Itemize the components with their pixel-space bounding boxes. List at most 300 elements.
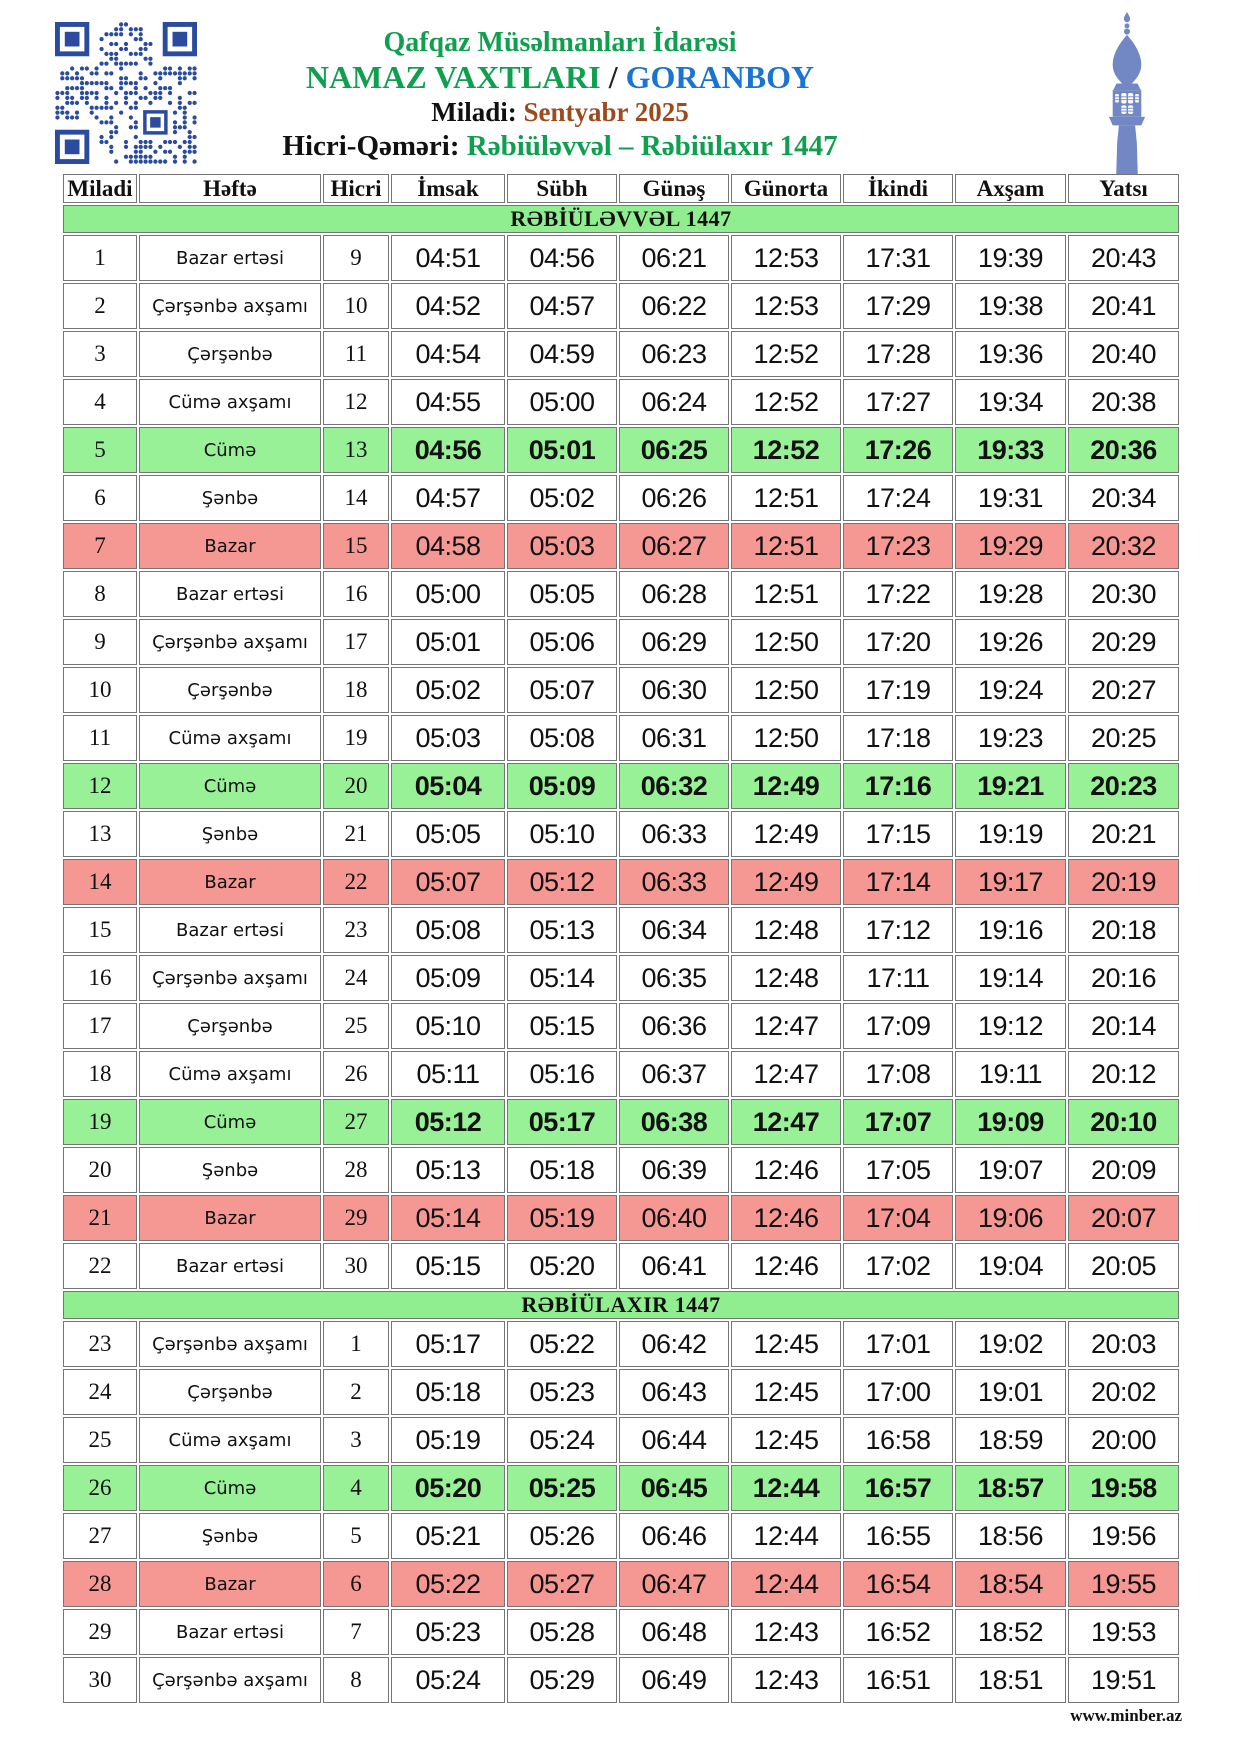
- hicri-date-line: [120, 129, 1000, 163]
- title-separator: /: [600, 59, 626, 96]
- prayer-time-cell: 12:44: [731, 1513, 841, 1559]
- hicri-day-cell: 23: [323, 907, 389, 953]
- column-header: Sübh: [507, 174, 617, 203]
- weekday-cell: Cümə axşamı: [139, 1051, 321, 1097]
- prayer-time-cell: 05:00: [507, 379, 617, 425]
- prayer-time-cell: 12:44: [731, 1561, 841, 1607]
- hicri-day-cell: 26: [323, 1051, 389, 1097]
- hicri-day-cell: 20: [323, 763, 389, 809]
- prayer-time-cell: 19:14: [955, 955, 1066, 1001]
- prayer-row: [63, 283, 1179, 329]
- column-header-row: [63, 174, 1179, 203]
- prayer-time-cell: 12:49: [731, 811, 841, 857]
- hicri-day-cell: 14: [323, 475, 389, 521]
- prayer-time-cell: 17:02: [843, 1243, 953, 1289]
- prayer-time-cell: 05:10: [507, 811, 617, 857]
- prayer-time-cell: 12:43: [731, 1657, 841, 1703]
- hicri-day-cell: 18: [323, 667, 389, 713]
- miladi-day-cell: 11: [63, 715, 137, 761]
- weekday-cell: Cümə: [139, 1465, 321, 1511]
- prayer-time-cell: 05:01: [507, 427, 617, 473]
- prayer-time-cell: 19:58: [1068, 1465, 1179, 1511]
- miladi-day-cell: 4: [63, 379, 137, 425]
- prayer-time-cell: 05:14: [507, 955, 617, 1001]
- miladi-day-cell: 29: [63, 1609, 137, 1655]
- miladi-day-cell: 21: [63, 1195, 137, 1241]
- prayer-time-cell: 05:19: [507, 1195, 617, 1241]
- weekday-cell: Bazar ertəsi: [139, 1609, 321, 1655]
- prayer-time-cell: 19:07: [955, 1147, 1066, 1193]
- prayer-time-cell: 20:30: [1068, 571, 1179, 617]
- prayer-time-cell: 05:00: [391, 571, 505, 617]
- prayer-time-cell: 06:40: [619, 1195, 729, 1241]
- column-header: Həftə: [139, 174, 321, 203]
- prayer-time-cell: 20:19: [1068, 859, 1179, 905]
- page-title-main: NAMAZ VAXTLARI: [305, 59, 601, 96]
- prayer-time-cell: 19:31: [955, 475, 1066, 521]
- prayer-time-cell: 17:24: [843, 475, 953, 521]
- prayer-time-cell: 12:53: [731, 283, 841, 329]
- prayer-time-cell: 06:33: [619, 859, 729, 905]
- prayer-time-cell: 17:29: [843, 283, 953, 329]
- hicri-day-cell: 8: [323, 1657, 389, 1703]
- prayer-row: [63, 331, 1179, 377]
- prayer-time-cell: 12:47: [731, 1051, 841, 1097]
- miladi-day-cell: 2: [63, 283, 137, 329]
- weekday-cell: Cümə axşamı: [139, 1417, 321, 1463]
- prayer-time-cell: 19:53: [1068, 1609, 1179, 1655]
- prayer-time-cell: 06:22: [619, 283, 729, 329]
- hicri-day-cell: 21: [323, 811, 389, 857]
- prayer-time-cell: 18:56: [955, 1513, 1066, 1559]
- prayer-time-cell: 17:14: [843, 859, 953, 905]
- prayer-time-cell: 06:27: [619, 523, 729, 569]
- weekday-cell: Cümə axşamı: [139, 715, 321, 761]
- prayer-time-cell: 12:51: [731, 475, 841, 521]
- miladi-day-cell: 18: [63, 1051, 137, 1097]
- prayer-time-cell: 19:02: [955, 1321, 1066, 1367]
- prayer-time-cell: 05:26: [507, 1513, 617, 1559]
- prayer-time-cell: 05:12: [507, 859, 617, 905]
- prayer-time-cell: 12:51: [731, 571, 841, 617]
- prayer-time-cell: 12:46: [731, 1147, 841, 1193]
- prayer-time-cell: 20:02: [1068, 1369, 1179, 1415]
- prayer-time-cell: 12:43: [731, 1609, 841, 1655]
- prayer-row: [63, 571, 1179, 617]
- hicri-day-cell: 1: [323, 1321, 389, 1367]
- prayer-time-cell: 06:23: [619, 331, 729, 377]
- hicri-day-cell: 6: [323, 1561, 389, 1607]
- miladi-day-cell: 25: [63, 1417, 137, 1463]
- prayer-time-cell: 06:34: [619, 907, 729, 953]
- prayer-row: [63, 955, 1179, 1001]
- prayer-time-cell: 17:22: [843, 571, 953, 617]
- prayer-row: [63, 1369, 1179, 1415]
- prayer-time-cell: 20:18: [1068, 907, 1179, 953]
- hicri-day-cell: 29: [323, 1195, 389, 1241]
- prayer-time-cell: 12:45: [731, 1369, 841, 1415]
- prayer-time-cell: 16:55: [843, 1513, 953, 1559]
- miladi-day-cell: 3: [63, 331, 137, 377]
- weekday-cell: Bazar ertəsi: [139, 1243, 321, 1289]
- prayer-time-cell: 19:11: [955, 1051, 1066, 1097]
- prayer-time-cell: 19:36: [955, 331, 1066, 377]
- website-link[interactable]: www.minber.az: [1070, 1706, 1182, 1725]
- prayer-time-cell: 20:25: [1068, 715, 1179, 761]
- prayer-time-cell: 06:37: [619, 1051, 729, 1097]
- prayer-time-cell: 20:40: [1068, 331, 1179, 377]
- prayer-time-cell: 12:50: [731, 715, 841, 761]
- prayer-time-cell: 19:01: [955, 1369, 1066, 1415]
- minaret-icon: [1094, 12, 1160, 174]
- prayer-time-cell: 17:23: [843, 523, 953, 569]
- weekday-cell: Cümə: [139, 427, 321, 473]
- hicri-day-cell: 5: [323, 1513, 389, 1559]
- weekday-cell: Çərşənbə axşamı: [139, 283, 321, 329]
- organization-title: Qafqaz Müsəlmanları İdarəsi: [383, 27, 737, 58]
- prayer-time-cell: 05:07: [391, 859, 505, 905]
- prayer-time-cell: 19:19: [955, 811, 1066, 857]
- prayer-time-cell: 12:46: [731, 1195, 841, 1241]
- weekday-cell: Cümə: [139, 763, 321, 809]
- prayer-time-cell: 06:47: [619, 1561, 729, 1607]
- prayer-time-cell: 19:16: [955, 907, 1066, 953]
- prayer-time-cell: 06:38: [619, 1099, 729, 1145]
- prayer-time-cell: 06:36: [619, 1003, 729, 1049]
- prayer-time-cell: 04:52: [391, 283, 505, 329]
- prayer-time-cell: 12:50: [731, 619, 841, 665]
- prayer-time-cell: 05:06: [507, 619, 617, 665]
- prayer-time-cell: 19:21: [955, 763, 1066, 809]
- prayer-time-cell: 19:38: [955, 283, 1066, 329]
- prayer-time-cell: 20:05: [1068, 1243, 1179, 1289]
- prayer-time-cell: 20:34: [1068, 475, 1179, 521]
- prayer-time-cell: 04:56: [391, 427, 505, 473]
- hicri-day-cell: 2: [323, 1369, 389, 1415]
- prayer-time-cell: 05:09: [507, 763, 617, 809]
- prayer-time-cell: 19:39: [955, 235, 1066, 281]
- prayer-time-cell: 18:57: [955, 1465, 1066, 1511]
- prayer-time-cell: 19:51: [1068, 1657, 1179, 1703]
- prayer-time-cell: 12:45: [731, 1417, 841, 1463]
- hicri-value: Rəbiüləvvəl – Rəbiülaxır 1447: [466, 129, 838, 162]
- prayer-row: [63, 1657, 1179, 1703]
- hicri-day-cell: 19: [323, 715, 389, 761]
- section-header-row: [63, 1291, 1179, 1319]
- prayer-time-cell: 05:08: [391, 907, 505, 953]
- weekday-cell: Çərşənbə axşamı: [139, 1657, 321, 1703]
- miladi-day-cell: 5: [63, 427, 137, 473]
- section-title: RƏBİÜLAXIR 1447: [63, 1291, 1179, 1319]
- prayer-time-cell: 04:58: [391, 523, 505, 569]
- prayer-time-cell: 06:31: [619, 715, 729, 761]
- prayer-time-cell: 19:17: [955, 859, 1066, 905]
- prayer-time-cell: 17:01: [843, 1321, 953, 1367]
- weekday-cell: Çərşənbə axşamı: [139, 619, 321, 665]
- weekday-cell: Bazar ertəsi: [139, 235, 321, 281]
- prayer-time-cell: 17:07: [843, 1099, 953, 1145]
- prayer-time-cell: 06:26: [619, 475, 729, 521]
- prayer-time-cell: 06:24: [619, 379, 729, 425]
- prayer-time-cell: 12:47: [731, 1003, 841, 1049]
- prayer-time-cell: 05:13: [507, 907, 617, 953]
- prayer-time-cell: 19:09: [955, 1099, 1066, 1145]
- miladi-day-cell: 1: [63, 235, 137, 281]
- weekday-cell: Bazar ertəsi: [139, 907, 321, 953]
- prayer-time-cell: 17:27: [843, 379, 953, 425]
- prayer-time-cell: 05:11: [391, 1051, 505, 1097]
- prayer-time-cell: 05:14: [391, 1195, 505, 1241]
- prayer-time-cell: 06:45: [619, 1465, 729, 1511]
- prayer-time-cell: 04:55: [391, 379, 505, 425]
- prayer-time-cell: 12:48: [731, 907, 841, 953]
- prayer-time-cell: 17:12: [843, 907, 953, 953]
- prayer-time-cell: 20:12: [1068, 1051, 1179, 1097]
- miladi-day-cell: 24: [63, 1369, 137, 1415]
- prayer-row: [63, 1417, 1179, 1463]
- prayer-time-cell: 19:34: [955, 379, 1066, 425]
- prayer-time-cell: 06:39: [619, 1147, 729, 1193]
- weekday-cell: Çərşənbə axşamı: [139, 1321, 321, 1367]
- weekday-cell: Bazar: [139, 1195, 321, 1241]
- prayer-time-cell: 20:23: [1068, 763, 1179, 809]
- prayer-times-table: [61, 172, 1181, 1705]
- miladi-value: Sentyabr 2025: [523, 96, 689, 127]
- hicri-day-cell: 15: [323, 523, 389, 569]
- hicri-day-cell: 30: [323, 1243, 389, 1289]
- prayer-time-cell: 12:49: [731, 763, 841, 809]
- prayer-time-cell: 06:41: [619, 1243, 729, 1289]
- prayer-time-cell: 06:43: [619, 1369, 729, 1415]
- weekday-cell: Şənbə: [139, 811, 321, 857]
- prayer-time-cell: 05:13: [391, 1147, 505, 1193]
- prayer-time-cell: 05:10: [391, 1003, 505, 1049]
- prayer-time-cell: 05:27: [507, 1561, 617, 1607]
- prayer-time-cell: 05:03: [391, 715, 505, 761]
- title-block: [120, 26, 1000, 163]
- miladi-day-cell: 6: [63, 475, 137, 521]
- prayer-time-cell: 19:24: [955, 667, 1066, 713]
- prayer-time-cell: 05:12: [391, 1099, 505, 1145]
- prayer-time-cell: 05:24: [391, 1657, 505, 1703]
- miladi-day-cell: 20: [63, 1147, 137, 1193]
- prayer-time-cell: 05:04: [391, 763, 505, 809]
- prayer-time-cell: 05:23: [391, 1609, 505, 1655]
- prayer-time-cell: 19:26: [955, 619, 1066, 665]
- weekday-cell: Bazar ertəsi: [139, 571, 321, 617]
- prayer-time-cell: 05:17: [507, 1099, 617, 1145]
- prayer-time-cell: 06:48: [619, 1609, 729, 1655]
- weekday-cell: Cümə: [139, 1099, 321, 1145]
- prayer-time-cell: 17:05: [843, 1147, 953, 1193]
- prayer-time-cell: 17:11: [843, 955, 953, 1001]
- prayer-time-cell: 12:44: [731, 1465, 841, 1511]
- prayer-time-cell: 20:14: [1068, 1003, 1179, 1049]
- prayer-row: [63, 1099, 1179, 1145]
- miladi-label: Miladi:: [431, 96, 524, 127]
- prayer-time-cell: 06:30: [619, 667, 729, 713]
- miladi-day-cell: 7: [63, 523, 137, 569]
- hicri-day-cell: 7: [323, 1609, 389, 1655]
- prayer-time-cell: 06:28: [619, 571, 729, 617]
- prayer-time-cell: 06:32: [619, 763, 729, 809]
- prayer-time-cell: 19:33: [955, 427, 1066, 473]
- prayer-time-cell: 19:56: [1068, 1513, 1179, 1559]
- prayer-time-cell: 05:28: [507, 1609, 617, 1655]
- prayer-time-cell: 05:19: [391, 1417, 505, 1463]
- prayer-time-cell: 17:16: [843, 763, 953, 809]
- prayer-time-cell: 05:01: [391, 619, 505, 665]
- miladi-day-cell: 14: [63, 859, 137, 905]
- prayer-time-cell: 19:12: [955, 1003, 1066, 1049]
- prayer-time-cell: 05:22: [507, 1321, 617, 1367]
- prayer-time-cell: 19:28: [955, 571, 1066, 617]
- prayer-time-cell: 05:18: [391, 1369, 505, 1415]
- miladi-day-cell: 13: [63, 811, 137, 857]
- prayer-row: [63, 1195, 1179, 1241]
- page-header: [0, 0, 1240, 172]
- weekday-cell: Şənbə: [139, 1147, 321, 1193]
- prayer-time-cell: 20:29: [1068, 619, 1179, 665]
- column-header: Günəş: [619, 174, 729, 203]
- prayer-time-cell: 17:04: [843, 1195, 953, 1241]
- hicri-day-cell: 17: [323, 619, 389, 665]
- prayer-time-cell: 06:29: [619, 619, 729, 665]
- prayer-time-cell: 19:55: [1068, 1561, 1179, 1607]
- prayer-time-cell: 05:07: [507, 667, 617, 713]
- hicri-day-cell: 24: [323, 955, 389, 1001]
- hicri-day-cell: 12: [323, 379, 389, 425]
- weekday-cell: Şənbə: [139, 1513, 321, 1559]
- miladi-day-cell: 22: [63, 1243, 137, 1289]
- prayer-row: [63, 1003, 1179, 1049]
- prayer-time-cell: 05:09: [391, 955, 505, 1001]
- miladi-day-cell: 16: [63, 955, 137, 1001]
- prayer-time-cell: 05:23: [507, 1369, 617, 1415]
- prayer-time-cell: 20:43: [1068, 235, 1179, 281]
- prayer-time-cell: 06:42: [619, 1321, 729, 1367]
- prayer-time-cell: 17:15: [843, 811, 953, 857]
- prayer-time-cell: 12:47: [731, 1099, 841, 1145]
- prayer-time-cell: 06:44: [619, 1417, 729, 1463]
- prayer-row: [63, 379, 1179, 425]
- prayer-row: [63, 427, 1179, 473]
- prayer-row: [63, 1561, 1179, 1607]
- column-header: Axşam: [955, 174, 1066, 203]
- prayer-time-cell: 05:17: [391, 1321, 505, 1367]
- weekday-cell: Bazar: [139, 523, 321, 569]
- hicri-day-cell: 4: [323, 1465, 389, 1511]
- prayer-time-cell: 06:35: [619, 955, 729, 1001]
- prayer-time-cell: 06:46: [619, 1513, 729, 1559]
- prayer-time-cell: 04:57: [507, 283, 617, 329]
- miladi-day-cell: 12: [63, 763, 137, 809]
- prayer-time-cell: 20:21: [1068, 811, 1179, 857]
- prayer-time-cell: 18:51: [955, 1657, 1066, 1703]
- miladi-day-cell: 30: [63, 1657, 137, 1703]
- prayer-time-cell: 04:54: [391, 331, 505, 377]
- weekday-cell: Çərşənbə: [139, 1003, 321, 1049]
- hicri-day-cell: 3: [323, 1417, 389, 1463]
- prayer-time-cell: 12:46: [731, 1243, 841, 1289]
- prayer-time-cell: 16:51: [843, 1657, 953, 1703]
- prayer-row: [63, 1243, 1179, 1289]
- prayer-time-cell: 04:57: [391, 475, 505, 521]
- prayer-time-cell: 20:09: [1068, 1147, 1179, 1193]
- prayer-time-cell: 20:16: [1068, 955, 1179, 1001]
- prayer-row: [63, 715, 1179, 761]
- hicri-day-cell: 10: [323, 283, 389, 329]
- prayer-time-cell: 12:52: [731, 379, 841, 425]
- prayer-row: [63, 667, 1179, 713]
- prayer-row: [63, 1609, 1179, 1655]
- column-header: İmsak: [391, 174, 505, 203]
- prayer-row: [63, 1147, 1179, 1193]
- prayer-row: [63, 475, 1179, 521]
- prayer-time-cell: 12:52: [731, 331, 841, 377]
- miladi-day-cell: 10: [63, 667, 137, 713]
- prayer-time-cell: 12:45: [731, 1321, 841, 1367]
- hicri-day-cell: 22: [323, 859, 389, 905]
- weekday-cell: Bazar: [139, 1561, 321, 1607]
- miladi-day-cell: 28: [63, 1561, 137, 1607]
- prayer-time-cell: 05:08: [507, 715, 617, 761]
- prayer-time-cell: 20:03: [1068, 1321, 1179, 1367]
- prayer-row: [63, 523, 1179, 569]
- prayer-time-cell: 19:29: [955, 523, 1066, 569]
- prayer-time-cell: 06:25: [619, 427, 729, 473]
- prayer-time-cell: 17:18: [843, 715, 953, 761]
- column-header: Yatsı: [1068, 174, 1179, 203]
- prayer-time-cell: 16:54: [843, 1561, 953, 1607]
- prayer-time-cell: 06:33: [619, 811, 729, 857]
- prayer-time-cell: 16:57: [843, 1465, 953, 1511]
- prayer-time-cell: 17:09: [843, 1003, 953, 1049]
- miladi-day-cell: 15: [63, 907, 137, 953]
- column-header: Hicri: [323, 174, 389, 203]
- prayer-time-cell: 17:28: [843, 331, 953, 377]
- hicri-day-cell: 9: [323, 235, 389, 281]
- prayer-row: [63, 907, 1179, 953]
- prayer-row: [63, 1321, 1179, 1367]
- miladi-day-cell: 23: [63, 1321, 137, 1367]
- prayer-time-cell: 20:27: [1068, 667, 1179, 713]
- prayer-time-cell: 19:06: [955, 1195, 1066, 1241]
- prayer-row: [63, 619, 1179, 665]
- prayer-time-cell: 17:00: [843, 1369, 953, 1415]
- prayer-time-cell: 05:05: [391, 811, 505, 857]
- miladi-day-cell: 19: [63, 1099, 137, 1145]
- miladi-date-line: [120, 97, 1000, 129]
- prayer-row: [63, 859, 1179, 905]
- miladi-day-cell: 27: [63, 1513, 137, 1559]
- prayer-time-cell: 05:20: [507, 1243, 617, 1289]
- prayer-time-cell: 04:59: [507, 331, 617, 377]
- prayer-time-cell: 18:54: [955, 1561, 1066, 1607]
- weekday-cell: Çərşənbə: [139, 1369, 321, 1415]
- prayer-time-cell: 05:03: [507, 523, 617, 569]
- prayer-time-cell: 16:58: [843, 1417, 953, 1463]
- prayer-time-cell: 12:49: [731, 859, 841, 905]
- prayer-time-cell: 05:05: [507, 571, 617, 617]
- prayer-time-cell: 18:52: [955, 1609, 1066, 1655]
- prayer-time-cell: 12:50: [731, 667, 841, 713]
- prayer-time-cell: 20:10: [1068, 1099, 1179, 1145]
- column-header: Miladi: [63, 174, 137, 203]
- section-header-row: [63, 205, 1179, 233]
- prayer-time-cell: 05:25: [507, 1465, 617, 1511]
- prayer-time-cell: 05:22: [391, 1561, 505, 1607]
